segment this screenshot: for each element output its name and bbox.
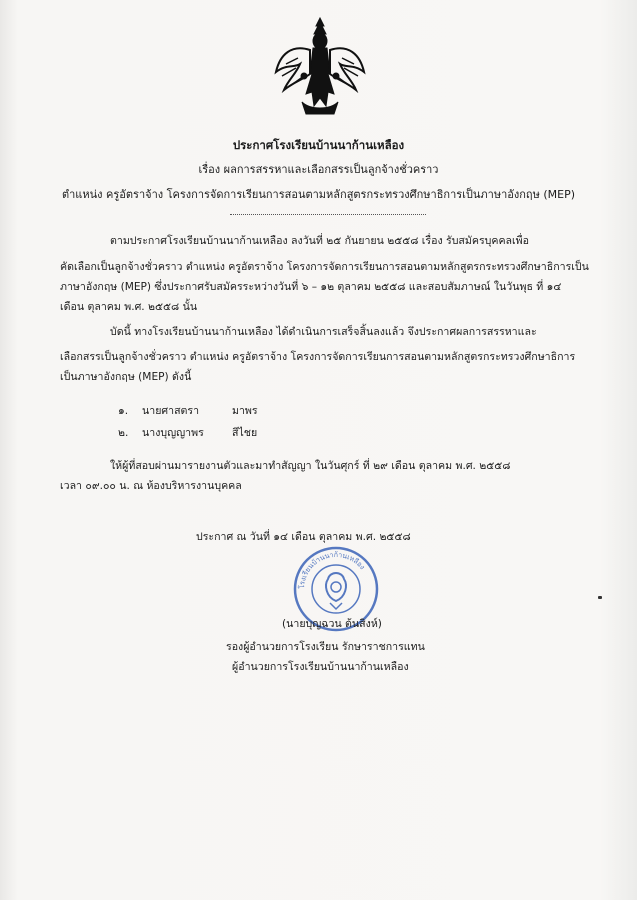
paragraph-1-line: ภาษาอังกฤษ (MEP) ซึ่งประกาศรับสมัครระหว่างวันที่ ๖ – ๑๒ ตุลาคม ๒๕๕๘ และสอบสัมภาษณ์ ในวันพุธ ที่ ๑๔ xyxy=(60,281,562,293)
paragraph-2-line: เป็นภาษาอังกฤษ (MEP) ดังนี้ xyxy=(60,371,192,383)
candidate-first-name: นายศาสตรา xyxy=(142,405,200,417)
seal-text: โรงเรียนบ้านนาก้านเหลือง xyxy=(297,550,367,590)
candidate-number: ๒. xyxy=(118,427,129,439)
announcement-subject: เรื่อง ผลการสรรหาและเลือกสรรเป็นลูกจ้างชั่วคราว xyxy=(198,163,439,176)
announcement-title: ประกาศโรงเรียนบ้านนาก้านเหลือง xyxy=(232,138,405,152)
announcement-date: ประกาศ ณ วันที่ ๑๔ เดือน ตุลาคม พ.ศ. ๒๕๕๘ xyxy=(196,531,411,543)
dotted-divider xyxy=(230,212,426,215)
paragraph-3-line: ให้ผู้ที่สอบผ่านมารายงานตัวและมาทำสัญญา ในวันศุกร์ ที่ ๒๙ เดือน ตุลาคม พ.ศ. ๒๕๕๘ xyxy=(110,460,511,472)
paragraph-1-line: คัดเลือกเป็นลูกจ้างชั่วคราว ตำแหน่ง ครูอัตราจ้าง โครงการจัดการเรียนการสอนตามหลักสูตรกระทรวงศึกษาธิการเป็น xyxy=(60,261,589,273)
announcement-position: ตำแหน่ง ครูอัตราจ้าง โครงการจัดการเรียนการสอนตามหลักสูตรกระทรวงศึกษาธิการเป็นภาษาอังกฤษ (MEP) xyxy=(61,188,575,201)
paragraph-2-line: เลือกสรรเป็นลูกจ้างชั่วคราว ตำแหน่ง ครูอัตราจ้าง โครงการจัดการเรียนการสอนตามหลักสูตรกระทรวงศึกษาธิการ xyxy=(60,351,576,363)
paragraph-1-line: เดือน ตุลาคม พ.ศ. ๒๕๕๘ นั้น xyxy=(60,301,198,313)
candidate-number: ๑. xyxy=(118,405,129,417)
signatory-role-acting: รองผู้อำนวยการโรงเรียน รักษาราชการแทน xyxy=(226,641,425,653)
paragraph-3-line: เวลา ๐๙.๐๐ น. ณ ห้องบริหารงานบุคคล xyxy=(60,480,242,492)
stray-mark xyxy=(598,596,602,599)
signatory-role-director: ผู้อำนวยการโรงเรียนบ้านนาก้านเหลือง xyxy=(232,661,409,673)
candidate-last-name: สีไชย xyxy=(232,427,258,439)
signatory-name: (นายบุญฉวน ต้นสิงห์) xyxy=(282,618,382,630)
candidate-last-name: มาพร xyxy=(232,405,258,417)
candidate-first-name: นางบุญญาพร xyxy=(142,427,204,439)
paragraph-2-line: บัดนี้ ทางโรงเรียนบ้านนาก้านเหลือง ได้ดำเนินการเสร็จสิ้นลงแล้ว จึงประกาศผลการสรรหาและ xyxy=(110,326,537,338)
garuda-emblem-icon xyxy=(272,14,368,120)
paragraph-1-line: ตามประกาศโรงเรียนบ้านนาก้านเหลือง ลงวันที่ ๒๕ กันยายน ๒๕๕๘ เรื่อง รับสมัครบุคคลเพื่อ xyxy=(110,235,529,247)
